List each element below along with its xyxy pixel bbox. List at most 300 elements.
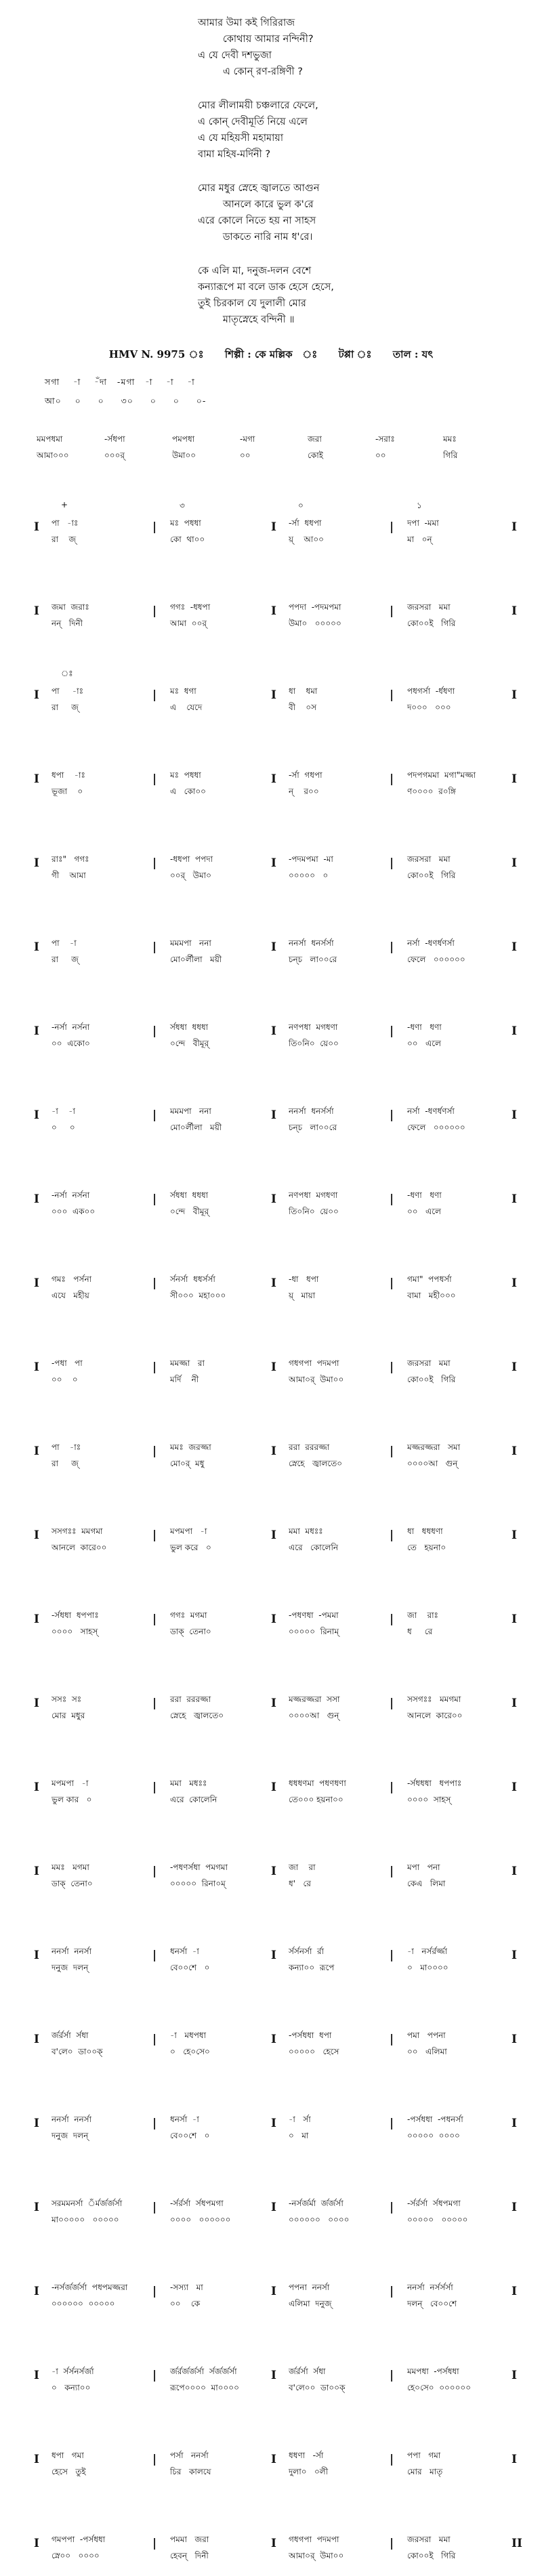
bar-line: I — [34, 1781, 39, 1794]
swara-cell: -পধা পা — [51, 1358, 83, 1368]
lyric-syllable-cell: দ০০০ ০০০ — [407, 703, 451, 712]
lyrics-stanza — [198, 263, 455, 328]
lyric-syllable-cell: বামা মহী০০০ — [407, 1291, 456, 1300]
bar-line: I — [34, 1024, 39, 1038]
beat-mark: + — [61, 500, 68, 510]
lyrics-stanza — [198, 15, 455, 80]
bar-line: | — [390, 1192, 394, 1206]
bar-line: I — [34, 856, 39, 870]
bar-line: | — [390, 2453, 394, 2466]
swara-cell: নর্সা -ধণর্ধণর্সা — [407, 938, 455, 948]
swara-cell: -ধণা ধণা — [407, 1190, 442, 1200]
bar-line: | — [152, 772, 157, 786]
lyric-syllable-cell: ০০ — [375, 451, 386, 460]
lyric-syllable-cell: ধ' রে — [289, 1879, 311, 1888]
swara-cell: -র্সধপা — [104, 434, 125, 444]
swara-cell: মজ্জরজ্জরা সমা — [407, 1442, 461, 1452]
swara-cell: র্সধধা ধধধা — [170, 1022, 209, 1032]
swara-cell: -া মধপধা — [170, 2031, 207, 2040]
swara-cell: পধগর্সা -র্ধধণা — [407, 686, 455, 696]
swara-cell: মজ্জরজ্জরা সসা — [289, 1695, 340, 1704]
notation-row — [34, 938, 515, 980]
beat-mark: ঃ — [61, 669, 73, 678]
lyric-syllable-cell: চির কালযে — [170, 2467, 211, 2476]
bar-line: | — [390, 1445, 394, 1458]
bar-line: I — [512, 2285, 517, 2298]
lyric-syllable-cell: ০০০র্ — [104, 451, 125, 460]
lyric-syllable-cell: রূপে০০০০ মা০০০০ — [170, 2383, 239, 2392]
notation-row — [34, 1694, 515, 1736]
lyric-syllable-cell: ০০ ০ — [51, 1375, 78, 1384]
lyric-syllable-cell: কো০০ই গিরি — [407, 2551, 456, 2560]
lyric-syllable-cell: ০০০০ ০০০০০০ — [170, 2215, 231, 2224]
swara-cell: সরমমনর্সা ঁর্মর্জর্জর্সা — [51, 2199, 123, 2208]
lyric-syllable-cell: ০০০ এক০০ — [51, 1207, 96, 1216]
swara-cell: -ধণা ধণা — [407, 1022, 442, 1032]
bar-line: I — [271, 1445, 276, 1458]
bar-line: I — [271, 1192, 276, 1206]
swara-cell: র্জর্রর্জর্জর্সা র্সর্জর্জর্সা — [170, 2367, 237, 2376]
bar-line: I — [34, 2537, 39, 2550]
lyric-syllable-cell: ব'লে০ ডা০০ক্ — [51, 2047, 103, 2056]
swara-cell: মমা মধঃঃ — [289, 1526, 323, 1536]
lyric-syllable-cell: ০০০০০ রিনা০ম্ — [170, 1879, 226, 1888]
lyric-syllable-cell: তি০নি০ য়ে০০ — [289, 1207, 339, 1216]
lyrics-line: ডাকতে নারি নাম ধ'রে। — [198, 232, 313, 243]
notation-row — [34, 770, 515, 812]
lyric-syllable-cell: মর্দি নী — [170, 1375, 199, 1384]
bar-line: I — [271, 1613, 276, 1626]
bar-line: I — [271, 1360, 276, 1374]
bar-line: I — [271, 1276, 276, 1290]
lyric-syllable-cell: স্নেহে জ্বালতে০ — [289, 1459, 343, 1468]
notation-row — [34, 1190, 515, 1232]
bar-line: I — [512, 1276, 517, 1290]
bar-line: | — [152, 1024, 157, 1038]
swara-cell: পা -াঃ — [51, 518, 79, 528]
bar-line: I — [271, 940, 276, 954]
bar-line: I — [34, 1529, 39, 1542]
lyrics-stanza — [198, 180, 455, 245]
lyric-syllable-cell: ০ কন্যা০০ — [51, 2383, 91, 2392]
bar-line: I — [271, 1024, 276, 1038]
bar-line: | — [390, 1949, 394, 1962]
lyric-syllable-cell: ০০০০আ গুন্ — [407, 1459, 458, 1468]
bar-line: | — [390, 1108, 394, 1122]
notation-row — [34, 669, 517, 728]
lyric-syllable-cell: ০ন্দে বীমূর্ — [170, 1039, 209, 1048]
bar-line: | — [152, 1613, 157, 1626]
lyrics-line: কোথায় আমার নন্দিনী? — [198, 34, 314, 45]
swara-cell: -র্সা ধধপা — [289, 518, 322, 528]
swara-cell: -া নর্সর্রর্জ্জা — [407, 1947, 448, 1956]
swara-cell: -া র্সর্সনর্সর্জা — [51, 2367, 94, 2376]
lyric-syllable-cell: য়্ আ০০ — [289, 535, 324, 544]
bar-line: | — [390, 1529, 394, 1542]
lyric-syllable-cell: ফেলে ০০০০০০ — [407, 1123, 465, 1132]
lyrics-line: মোর মধুর স্নেহে জ্বালতে আগুন — [198, 183, 320, 194]
bar-line: | — [152, 1529, 157, 1542]
bar-line: | — [152, 1108, 157, 1122]
lyric-syllable-cell: উমা০ ০০০০০ — [289, 619, 341, 628]
lyric-syllable-cell: দুলা০ ০লী — [289, 2467, 329, 2476]
swara-cell: -নর্সর্জর্মা র্জর্জর্সা — [289, 2199, 343, 2208]
lyric-syllable-cell: আনলে কারে০০ — [51, 1543, 107, 1552]
swara-cell: মঃ পধধা — [170, 518, 201, 528]
swara-cell: ধা ধমা — [289, 686, 318, 696]
bar-line: I — [271, 1949, 276, 1962]
swara-cell: পর্সা ননর্সা — [170, 2451, 209, 2460]
swara-cell: পা -াঃ — [51, 686, 83, 696]
lyrics-line: মোর লীলাময়ী চঞ্চলারে ফেলে, — [198, 100, 318, 111]
bar-line: | — [152, 1445, 157, 1458]
bar-line: I — [34, 1865, 39, 1878]
swara-cell: মমমপা ননা — [170, 1106, 211, 1116]
bar-line: | — [152, 1949, 157, 1962]
bar-line: | — [152, 2117, 157, 2130]
bar-line: | — [390, 856, 394, 870]
swara-cell: পমমা জরা — [170, 2535, 209, 2544]
bar-line: I — [34, 2369, 39, 2382]
swara-cell: -সরাঃ — [375, 434, 395, 444]
bar-line: I — [271, 688, 276, 702]
bar-line: I — [512, 1360, 517, 1374]
bar-line: | — [390, 520, 394, 534]
notation-row — [34, 434, 515, 476]
bar-line: I — [512, 1865, 517, 1878]
swara-cell: পমপধা — [172, 434, 195, 444]
lyric-syllable-cell: উমা০০ — [172, 451, 196, 460]
notation-row — [34, 2282, 515, 2324]
bar-line: I — [34, 604, 39, 618]
swara-cell: ধপা -াঃ — [51, 770, 85, 780]
bar-line: I — [34, 1192, 39, 1206]
swara-cell: পপা গমা — [407, 2451, 441, 2460]
notation-row — [34, 602, 515, 644]
bar-line: I — [271, 1108, 276, 1122]
bar-line: I — [271, 772, 276, 786]
swara-cell: গধগপা পদমপা — [289, 1358, 339, 1368]
bar-line: I — [34, 1445, 39, 1458]
lyric-syllable-cell: ভুল কার ০ — [51, 1795, 92, 1804]
lyric-syllable-cell: এ কো০০ — [170, 787, 206, 796]
swara-cell: -র্সা গধপা — [289, 770, 322, 780]
bar-line: | — [390, 2201, 394, 2214]
lyric-syllable-cell: ০০০০০০ ০০০০ — [289, 2215, 350, 2224]
swara-cell: সসগঃঃ মমগমা — [51, 1526, 103, 1536]
lyric-syllable-cell: হে০সে০ ০০০০০০ — [407, 2383, 472, 2392]
notation-row — [34, 2450, 515, 2492]
lyric-syllable-cell: কেএ লিমা — [407, 1879, 446, 1888]
lyric-syllable-cell: ভুল করে ০ — [170, 1543, 211, 1552]
lyric-syllable-cell: ০০০০আ গুন্ — [289, 1711, 339, 1720]
lyric-syllable-cell: ণ০০০০ র০ঙ্গি — [407, 787, 456, 796]
bar-line: I — [512, 1781, 517, 1794]
bar-line: I — [34, 688, 39, 702]
lyric-syllable-cell: স্নে০০ ০০০০ — [51, 2551, 100, 2560]
lyric-syllable-cell: এযে মহীয় — [51, 1291, 89, 1300]
lyric-syllable-cell: বে০০শে ০ — [170, 1963, 210, 1972]
bar-line: | — [390, 2369, 394, 2382]
swara-cell: -পধণধা -পমমা — [289, 1611, 339, 1620]
lyric-syllable-cell: কো০০ই গিরি — [407, 619, 456, 628]
bar-line: | — [390, 772, 394, 786]
swara-cell: -নর্সা নর্সনা — [51, 1022, 90, 1032]
swara-cell: -পর্সধধা ধপা — [289, 2031, 332, 2040]
intro-swara: সগা -া -ঁদা -মগা -া -া -া — [45, 377, 195, 387]
notation-row — [34, 854, 515, 896]
lyric-syllable-cell: ০০০০০ রিনাম্ — [289, 1627, 339, 1636]
lyric-syllable-cell: স্নেহে জ্বালতে০ — [170, 1711, 224, 1720]
notation-row — [34, 2366, 515, 2408]
bar-line: I — [512, 940, 517, 954]
swara-cell: মঃ পধধা — [170, 770, 201, 780]
swara-cell: গগঃ মগমা — [170, 1611, 207, 1620]
lyric-syllable-cell: সী০০০ মহা০০০ — [170, 1291, 226, 1300]
bar-line: I — [271, 2117, 276, 2130]
swara-cell: মপমপা -া — [170, 1526, 207, 1536]
lyric-syllable-cell: তি০নি০ য়ে০০ — [289, 1039, 339, 1048]
bar-line: I — [512, 1024, 517, 1038]
bar-line: | — [390, 2537, 394, 2550]
bar-line: | — [390, 2117, 394, 2130]
notation-row — [34, 1778, 515, 1820]
lyric-syllable-cell: ০০০০ সাহস্ — [407, 1795, 451, 1804]
swara-cell: ধধণা -র্সা — [289, 2451, 324, 2460]
swara-cell: মপা পনা — [407, 1863, 440, 1872]
lyrics-stanza — [198, 98, 455, 163]
lyric-syllable-cell: দনুজ দলন্ — [51, 1963, 89, 1972]
lyric-syllable-cell: এলিমা দনুজ্ — [289, 2299, 332, 2308]
notation-row — [34, 2534, 522, 2576]
bar-line: | — [390, 2033, 394, 2046]
beat-mark: ৩ — [180, 501, 185, 510]
lyric-syllable-cell: ফেলে ০০০০০০ — [407, 955, 465, 964]
lyric-syllable-cell: রা জ্ — [51, 955, 79, 964]
bar-line: | — [390, 2285, 394, 2298]
bar-line: | — [390, 1781, 394, 1794]
notation-row — [34, 2198, 515, 2240]
bar-line: I — [34, 520, 39, 534]
lyric-syllable-cell: আমা০র্ উমা০০ — [289, 2551, 344, 2560]
lyric-syllable-cell: হেবন্ দিনী — [170, 2551, 209, 2560]
bar-line: | — [152, 2285, 157, 2298]
swara-cell: রাঃ" গগঃ — [51, 854, 89, 864]
bar-line: I — [271, 2201, 276, 2214]
lyric-syllable-cell: ধ রে — [407, 1627, 433, 1636]
lyric-syllable-cell: ন্ র০০ — [289, 787, 319, 796]
notation-row — [34, 1358, 515, 1400]
bar-line: I — [271, 604, 276, 618]
swara-cell: -র্সর্রর্সা র্সধপমগা — [407, 2199, 461, 2208]
swara-cell: র্জর্রর্সা র্সধা — [51, 2031, 89, 2040]
swara-cell: মমপধমা — [37, 434, 63, 444]
swara-cell: -র্সধধা ধপপাঃ — [51, 1611, 99, 1620]
notation-row — [34, 1022, 515, 1064]
bar-line: | — [152, 2369, 157, 2382]
swara-cell: মমঃ মগমা — [51, 1863, 89, 1872]
lyric-syllable-cell: ০ হে০সে০ — [170, 2047, 210, 2056]
lyric-syllable-cell: ০০র্ উমা০ — [170, 871, 211, 880]
bar-line: I — [512, 2369, 517, 2382]
swara-cell: সসগঃঃ মমগমা — [407, 1695, 461, 1704]
lyrics-line: তুই চিরকাল যে দুলালী মোর — [198, 298, 306, 309]
swara-cell: -ধধপা পপদা — [170, 854, 213, 864]
swara-cell: -া -া — [51, 1106, 76, 1116]
bar-line: I — [512, 856, 517, 870]
bar-line: I — [34, 772, 39, 786]
bar-line: I — [512, 1445, 517, 1458]
bar-line: I — [512, 2033, 517, 2046]
notation-row — [34, 1526, 515, 1568]
swara-cell: সসঃ সঃ — [51, 1695, 82, 1704]
bar-line: I — [512, 1529, 517, 1542]
bar-line: I — [512, 2201, 517, 2214]
swara-cell: মপমপা -া — [51, 1779, 89, 1788]
bar-line: I — [271, 856, 276, 870]
bar-line: I — [271, 1781, 276, 1794]
lyric-syllable-cell: এরে কোলেনি — [289, 1543, 339, 1552]
swara-cell: জা রাঃ — [407, 1611, 438, 1620]
swara-cell: মমজ্জা রা — [170, 1358, 205, 1368]
lyric-syllable-cell: তে হয়না০ — [407, 1543, 446, 1552]
bar-line: | — [390, 1024, 394, 1038]
beat-mark: ১ — [417, 501, 422, 510]
notation-row — [34, 2114, 515, 2156]
lyrics-line: মাতৃস্নেহে বন্দিনী ॥ — [198, 314, 295, 325]
bar-line: | — [152, 856, 157, 870]
lyric-syllable-cell: চন্চ লা০০রে — [289, 1123, 337, 1132]
notation-row — [34, 1946, 515, 1988]
lyric-syllable-cell: কো০০ই গিরি — [407, 871, 456, 880]
bar-line: I — [34, 2453, 39, 2466]
bar-line: I — [34, 1108, 39, 1122]
lyrics-line: আমার উমা কই গিরিরাজ — [198, 18, 295, 28]
swara-cell: ধধধণমা পধণধণা — [289, 1779, 346, 1788]
notation-row — [34, 1862, 515, 1904]
swara-cell: মমঃ জরজ্জা — [170, 1442, 211, 1452]
bar-line: I — [512, 1192, 517, 1206]
lyric-syllable-cell: গী আমা — [51, 871, 86, 880]
bar-line: I — [271, 1697, 276, 1710]
swara-cell: নণপধা মগধণা — [289, 1190, 338, 1200]
swara-cell: গমপপা -পর্সধধা — [51, 2535, 106, 2544]
swara-cell: -পর্সধধা -পধনর্সা — [407, 2115, 463, 2124]
lyric-syllable-cell: দনুজ দলন্ — [51, 2131, 89, 2140]
bar-line: | — [152, 2453, 157, 2466]
swara-cell: ননর্সা ননর্সা — [51, 1947, 92, 1956]
swara-cell: জরা — [308, 434, 322, 444]
bar-line: I — [271, 2453, 276, 2466]
swara-cell: ধনর্সা -া — [170, 1947, 199, 1956]
bar-line: I — [512, 520, 517, 534]
lyric-syllable-cell: আমা০র্ উমা০০ — [289, 1375, 344, 1384]
bar-line: I — [34, 2117, 39, 2130]
lyrics-line: বামা মহিষ-মর্দিনী ? — [198, 149, 271, 160]
swara-cell: মমপধা -পর্সধধা — [407, 2367, 459, 2376]
lyrics-line: কে এলি মা, দনুজ-দলন বেশে — [198, 266, 312, 276]
bar-line: I — [512, 2453, 517, 2466]
bar-line: II — [512, 2537, 522, 2550]
bar-line: | — [152, 2201, 157, 2214]
bar-line: | — [152, 520, 157, 534]
swara-cell: ধনর্সা -া — [170, 2115, 199, 2124]
lyric-syllable-cell: দলন্ বে০০শে — [407, 2299, 457, 2308]
swara-cell: গধগপা পদমপা — [289, 2535, 339, 2544]
bar-line: | — [152, 1781, 157, 1794]
swara-cell: পা -াঃ — [51, 1442, 81, 1452]
bar-line: I — [34, 1276, 39, 1290]
swara-cell: নণপধা মগধণা — [289, 1022, 338, 1032]
notation-row — [34, 1442, 515, 1484]
swara-cell: গগঃ -ধধপা — [170, 602, 211, 612]
bar-line: I — [34, 1697, 39, 1710]
bar-line: | — [152, 2537, 157, 2550]
swara-cell: পা -া — [51, 938, 77, 948]
bar-line: | — [390, 1360, 394, 1374]
lyric-syllable-cell: কন্যা০০ রূপে — [289, 1963, 335, 1972]
bar-line: | — [152, 688, 157, 702]
bar-line: I — [271, 1529, 276, 1542]
swara-cell: -পধণর্সধা পমগমা — [170, 1863, 228, 1872]
swara-cell: জা রা — [289, 1863, 316, 1872]
notation-row — [34, 1274, 515, 1316]
bar-line: | — [152, 940, 157, 954]
lyric-syllable-cell: ০ ০ — [51, 1123, 75, 1132]
notation-row — [34, 1610, 515, 1652]
bar-line: | — [152, 2033, 157, 2046]
lyrics-line: এ কোন্ রণ-রঙ্গিণী ? — [198, 66, 303, 77]
lyric-syllable-cell: তে০০০ হয়না০০ — [289, 1795, 343, 1804]
bar-line: I — [34, 1949, 39, 1962]
lyric-syllable-cell: ০০০০০ হেসে — [289, 2047, 339, 2056]
bar-line: I — [271, 1865, 276, 1878]
lyric-syllable-cell: ০ মা — [289, 2131, 309, 2140]
lyric-syllable-cell: মো০র্লীলা ময়ী — [170, 1123, 222, 1132]
swara-cell: মঃ ধগা — [170, 686, 196, 696]
bar-line: | — [390, 604, 394, 618]
lyric-syllable-cell: মোর মধুর — [51, 1711, 85, 1720]
lyric-syllable-cell: কো থা০০ — [170, 535, 205, 544]
swara-cell: -র্সর্রর্সা র্সধপমগা — [170, 2199, 224, 2208]
bar-line: I — [271, 2369, 276, 2382]
swara-cell: জমা জরাঃ — [51, 602, 89, 612]
swara-cell: জরসরা মমা — [407, 1358, 451, 1368]
lyric-syllable-cell: ০০০০০ ০০০০ — [407, 2131, 460, 2140]
swara-cell: মমমপা ননা — [170, 938, 211, 948]
lyric-syllable-cell: মা ০ন্ — [407, 535, 432, 544]
lyrics-line: এরে কোলে নিতে হয় না সাহস — [198, 215, 316, 226]
bar-line: | — [152, 1192, 157, 1206]
bar-line: I — [34, 2033, 39, 2046]
lyric-syllable-cell: নন্ দিনী — [51, 619, 83, 628]
swara-cell: -র্সধধধা ধপপাঃ — [407, 1779, 462, 1788]
bar-line: I — [512, 1697, 517, 1710]
bar-line: | — [152, 1697, 157, 1710]
bar-line: | — [390, 940, 394, 954]
bar-line: | — [152, 1276, 157, 1290]
bar-line: | — [152, 1865, 157, 1878]
swara-cell: ননর্সা ননর্সা — [51, 2115, 92, 2124]
lyric-syllable-cell: বে০০শে ০ — [170, 2131, 210, 2140]
swara-cell: র্সনর্সা ধধর্সর্সা — [170, 1274, 215, 1284]
swara-cell: ননর্সা ধনর্সর্সা — [289, 1106, 334, 1116]
lyric-syllable-cell: এরে কোলেনি — [170, 1795, 217, 1804]
lyric-syllable-cell: হেসে তুই — [51, 2467, 86, 2476]
bar-line: I — [34, 2285, 39, 2298]
bar-line: I — [34, 940, 39, 954]
lyric-syllable-cell: ০ন্দে বীমূর্ — [170, 1207, 209, 1216]
